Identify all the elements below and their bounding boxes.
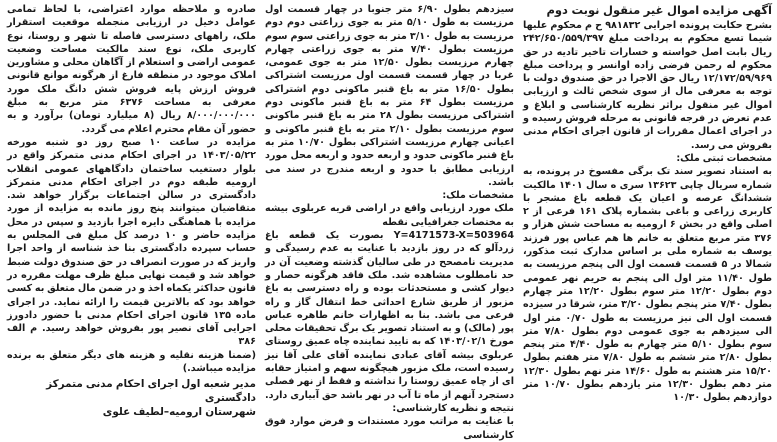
column-right: [522, 3, 773, 417]
notice-paragraph-description: Y=4171573-X=503964 بصورت یک قطعه باغ زردآلو که در روز بازدید با عنایت به عدم رسیدگی و مدیریت نامصحح در طی سالیان گذشته وضعیت آن در حد نامطلوب مشاهده شد. ملک فاقد هرگونه حصار و دیوار کشی و مستحدثات بوده و راه دسترسی به باغ مزبور از طریق شارع احداثی خط انتقال گاز و راه فرعی می باشد. بنا به اظهارات خانم طاهره عباس پور (مالک) و به استناد تصویر یک برگ تحقیقات محلی مورخ ۱۴۰۳/۰۲/۱ که به تایید نماینده چاه عمیق روستای عربلوی بیشه آقای عبادی نماینده آقای علی آقا نیز رسیده است، ملک مزبور هیچگونه سهم و امتیاز حقابه ای از چاه عمیق روستا را نداشته و فقط از نهر فصلی دستجرد آنهم از ماه تا آب در نهر باشد حق آبیاری دارد. نتیجه و نظریه کارشناسی:: [265, 230, 514, 414]
section-heading-registration: مشخصات ثبتی ملک:: [676, 152, 772, 164]
notice-paragraph-boundaries: سیزدهم بطول ۶/۹۰ متر جنوبا در چهار قسمت اول مرزیست به طول ۵/۱۰ متر به جوی زراعتی دوم دوم مرزیست به طول ۳/۱۰ متر به جوی زراعتی سوم سوم مرزیست بطول ۷/۴۰ متر به جوی زراعتی چهارم چهارم مرزیست بطول ۱۲/۵۰ متر به جوی عمومی، غربا در چهار قسمت قسمت اول مرزیست اشتراکی بطول ۱۶/۵۰ متر به باغ قنبر ماکونی دوم اشتراکی مرزیست بطول ۶۴ متر به باغ قنبر ماکونی دوم اشتراکی مرزیست بطول ۲۸ متر به باغ قنبر ماکونی سوم مرزیست بطول ۲/۱۰ متر به باغ قنبر ماکونی و اعیانی چهارم مرزیست اشتراکی بطول ۱۰/۷۰ متر به باغ قنبر ماکونی حدود و اربعه حدود و اربعه محل مورد ارزیابی مطابق با حدود و اربعه مندرج در سند می باشد.: [265, 4, 514, 188]
column-left: [6, 3, 257, 417]
column-middle: [264, 3, 515, 441]
notice-paragraph-valuation: صادره و ملاحظه موارد اعتراضی، با لحاظ تمامی عوامل دخیل در ارزیابی منجمله موقعیت استقرار ملک، راههای دسترسی فاصله تا شهر و روستا، نوع کاربری ملک، نوع سند مالکیت مساحت وضعیت عمومی اراضی و استعلام از آگاهان محلی و مشاورین املاک موجود در منطقه فارغ از هرگونه موانع قانونی فروش ارزش پایه فروش شش دانگ ملک مورد معرفی به مساحت ۶۳۷۶ متر مربع به مبلغ ۸/۰۰۰/۰۰۰/۰۰۰ ریال (۸ میلیارد تومان) برآورد و به حضور آن مقام محترم اعلام می گردد.: [7, 4, 256, 135]
notice-paragraph-registration: به استناد تصویر سند تک برگی مفسوخ در پرونده، به شماره سریال چاپی ۱۳۶۲۳ سری ه سال ۱۴۰۱ مالکیت ششدانگ عرصه و اعیان یک قطعه باغ مشجر با کاربری زراعی و باغی بشماره پلاک ۱۶۱ فرعی از ۲ اصلی واقع در بخش ۶ ارومیه به مساحت شش هزار و ۳۷۶ متر مربع متعلق به خانم ها هم عباس پور فرزند یوسف به شماره ملی بر اساس مدارک ثبت مذکور، شمالا در ۵ قسمت قسمت اول الی پنجم مرزیست به طول ۱۱/۴۰ متر اول الی پنجم به حریم نهر عمومی دوم بطول ۱۲/۲۰ متر سوم بطول ۱۲/۲۰ متر چهارم بطول ۷/۴۰ متر پنجم بطول ۳/۲۰ متر، شرقا در سیزده قسمت اول الی نیز مرزیست به طول ۰/۷۰ متر اول الی سیزدهم به جوی عمومی دوم بطول ۷/۸۰ متر سوم بطول ۵/۱۰ متر چهارم به طول ۴/۴۰ متر پنجم بطول ۲/۸۰ متر ششم به طول ۷/۸۰ متر هفتم بطول ۱۵/۲۰ متر هشتم به طول ۱۴/۶۰ متر نهم بطول ۱۲/۳۰ متر دهم بطول ۱۲/۳۰ متر یازدهم بطول ۱۰/۷۰ متر دوازدهم بطول ۱۰/۳۰: [523, 166, 773, 404]
signature-name: شهرستان ارومیه–لطیف علوی: [102, 406, 256, 419]
notice-paragraph-location: ملک مورد ارزیابی واقع در اراضی قریه عربلوی بیشه به مختصات جغرافیایی نقطه: [265, 203, 514, 228]
signature-title: مدیر شعبه اول اجرای احکام مدنی متمرکز دادگستری: [46, 378, 256, 405]
notice-paragraph-costs: (ضمنا هزینه نقلیه و هزینه های دیگر متعلق به برنده مزایده میباشد.): [7, 349, 256, 375]
notice-paragraph-expert-opinion: با عنایت به مراتب مورد مستندات و فرض موارد فوق کارشناسی: [265, 416, 514, 441]
notice-paragraph-intro: بشرح حکایت پرونده اجرایی ۹۸۱۸۳۲ ح م محکوم علیها شیما تسع محکوم به پرداخت مبلغ ۲۴۲/۶۵۰/۵۵۹/۳۹۷ ریال بابت اصل خواسته و خسارات تاخیر تادیه در حق محکوم له رحمن فرضی زاده اوانسر و پرداخت مبلغ ۱۲/۱۷۲/۵۹/۹۶۹ ریال حق الاجرا در حق صندوق دولت با توجه به معرفی مال از سوی شخص ثالث و ارزیابی اموال غیر منقول براثر نظریه کارشناسی و ابلاغ و عدم تعرض در فرجه قانونی به مرحله فروش رسیده و در اجرای اعمال مقررات از قانون اجرای احکام مدنی بفروش می رسد.: [523, 20, 772, 151]
notice-title: آگهی مزایده اموال غیر منقول نوبت دوم: [546, 3, 772, 17]
notice-paragraph-auction-terms: مزایده در ساعت ۱۰ صبح روز دو شنبه مورخه ۱۴۰۳/۰۵/۲۲ در اجرای احکام مدنی متمرکز واقع در بلوار دستغیب ساختمان دادگاههای عمومی انقلاب ارومیه طبقه دوم در اجرای احکام مدنی متمرکز دادگستری در سالن اجتماعات برگزار خواهد شد. متقاضیان میتوانند پنج روز مانده به مزایده از مورد مزایده با هماهنگی دایره اجرا بازدید و سپس در محل مزایده حاضر و ۱۰ درصد کل مبلغ فی المجلس به حساب سپرده دادگستری بنا خذ شناسه از واحد اجرا واریز که در صورت انصراف در حق صندوق دولت ضبط خواهد شد و قیمت نهایی مبلغ ظرف مهلت مقرره در قانون حداکثر یکماه اخذ و در ضمن مال متعلق به کسی خواهد بود که بالاترین قیمت را ارائه نماید. در اجرای ماده ۱۳۵ قانون اجرای احکام مدنی با حضور دادورز اجرایی آقای نصیر پور بفروش خواهد رسید. م الف ۳۸۶: [7, 136, 256, 348]
signature-block: [7, 377, 256, 419]
notice-sheet: [4, 3, 773, 441]
section-heading-property: مشخصات ملک:: [442, 190, 514, 202]
